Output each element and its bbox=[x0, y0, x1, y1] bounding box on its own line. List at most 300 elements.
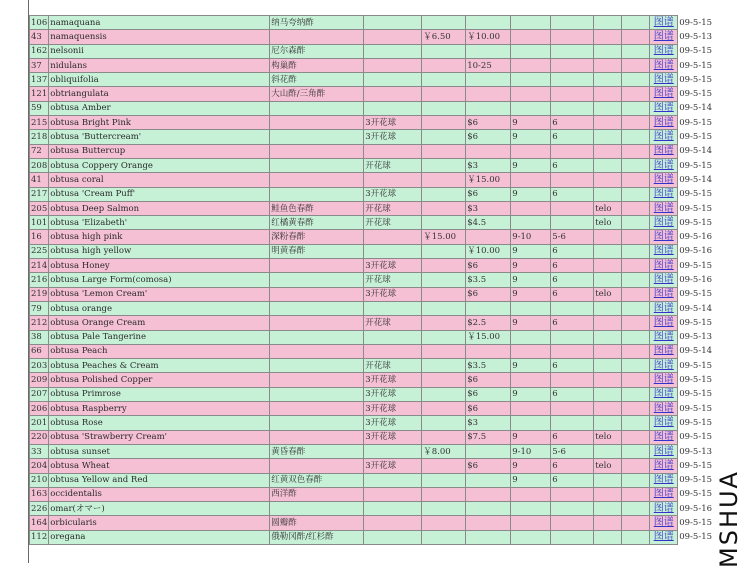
price-1-cell bbox=[422, 459, 466, 473]
size-1-cell bbox=[511, 144, 551, 158]
note-cell bbox=[594, 58, 622, 72]
spectrum-link[interactable]: 图谱 bbox=[653, 402, 674, 414]
latin-name-cell: obtusa coral bbox=[49, 173, 270, 187]
latin-name-cell: obtusa Deep Salmon bbox=[49, 201, 270, 215]
row-number-cell: 207 bbox=[30, 387, 49, 401]
link-cell bbox=[650, 30, 678, 44]
row-number-cell: 79 bbox=[30, 301, 49, 315]
chinese-name-cell bbox=[270, 158, 364, 172]
date-cell: 09-5-15 bbox=[678, 516, 714, 530]
size-1-cell bbox=[511, 402, 551, 416]
price-2-cell: $6 bbox=[466, 373, 511, 387]
link-cell bbox=[650, 158, 678, 172]
bulb-type-cell bbox=[364, 144, 422, 158]
latin-name-cell: nidulans bbox=[49, 58, 270, 72]
chinese-name-cell: 红橘黄春酢 bbox=[270, 216, 364, 230]
link-cell bbox=[650, 87, 678, 101]
bulb-type-cell bbox=[364, 244, 422, 258]
bulb-type-cell: 3开花球 bbox=[364, 287, 422, 301]
chinese-name-cell: 红黄双色春酢 bbox=[270, 473, 364, 487]
chinese-name-cell bbox=[270, 373, 364, 387]
extra-cell bbox=[622, 16, 650, 30]
table-row bbox=[30, 87, 714, 101]
extra-cell bbox=[622, 459, 650, 473]
chinese-name-cell bbox=[270, 459, 364, 473]
price-2-cell bbox=[466, 144, 511, 158]
extra-cell bbox=[622, 173, 650, 187]
row-number-cell: 33 bbox=[30, 444, 49, 458]
chinese-name-cell: 大山酢/三角酢 bbox=[270, 87, 364, 101]
size-1-cell: 9 bbox=[511, 430, 551, 444]
price-2-cell bbox=[466, 16, 511, 30]
table-row bbox=[30, 30, 714, 44]
bulb-type-cell: 开花球 bbox=[364, 158, 422, 172]
extra-cell bbox=[622, 473, 650, 487]
spectrum-link[interactable]: 图谱 bbox=[653, 102, 674, 114]
note-cell: telo bbox=[594, 216, 622, 230]
link-cell bbox=[650, 473, 678, 487]
latin-name-cell: obtusa Yellow and Red bbox=[49, 473, 270, 487]
spectrum-link[interactable]: 图谱 bbox=[653, 445, 674, 457]
price-2-cell bbox=[466, 502, 511, 516]
extra-cell bbox=[622, 44, 650, 58]
price-2-cell bbox=[466, 530, 511, 544]
size-2-cell: 6 bbox=[551, 359, 594, 373]
row-number-cell: 37 bbox=[30, 58, 49, 72]
row-number-cell: 137 bbox=[30, 73, 49, 87]
bulb-type-cell: 开花球 bbox=[364, 216, 422, 230]
size-1-cell bbox=[511, 44, 551, 58]
price-1-cell bbox=[422, 287, 466, 301]
date-cell: 09-5-16 bbox=[678, 230, 714, 244]
link-cell bbox=[650, 444, 678, 458]
chinese-name-cell bbox=[270, 144, 364, 158]
price-2-cell: $6 bbox=[466, 287, 511, 301]
bulb-type-cell bbox=[364, 173, 422, 187]
bulb-type-cell: 开花球 bbox=[364, 316, 422, 330]
chinese-name-cell bbox=[270, 330, 364, 344]
spectrum-link[interactable]: 图谱 bbox=[653, 145, 674, 157]
spectrum-link[interactable]: 图谱 bbox=[653, 416, 674, 428]
size-2-cell: 6 bbox=[551, 316, 594, 330]
table-row bbox=[30, 530, 714, 544]
note-cell bbox=[594, 444, 622, 458]
latin-name-cell: orbicularis bbox=[49, 516, 270, 530]
size-2-cell: 6 bbox=[551, 430, 594, 444]
extra-cell bbox=[622, 487, 650, 501]
date-cell: 09-5-13 bbox=[678, 30, 714, 44]
price-2-cell bbox=[466, 473, 511, 487]
size-2-cell bbox=[551, 402, 594, 416]
latin-name-cell: namaquensis bbox=[49, 30, 270, 44]
link-cell bbox=[650, 58, 678, 72]
note-cell bbox=[594, 158, 622, 172]
row-number-cell: 215 bbox=[30, 116, 49, 130]
price-1-cell bbox=[422, 44, 466, 58]
price-2-cell: $2.5 bbox=[466, 316, 511, 330]
link-cell bbox=[650, 44, 678, 58]
size-1-cell bbox=[511, 344, 551, 358]
spectrum-link[interactable]: 图谱 bbox=[653, 131, 674, 143]
note-cell bbox=[594, 502, 622, 516]
link-cell bbox=[650, 373, 678, 387]
size-1-cell: 9-10 bbox=[511, 444, 551, 458]
bulb-type-cell: 3开花球 bbox=[364, 387, 422, 401]
latin-name-cell: obtusa high yellow bbox=[49, 244, 270, 258]
note-cell bbox=[594, 130, 622, 144]
price-2-cell: $3 bbox=[466, 158, 511, 172]
note-cell bbox=[594, 30, 622, 44]
note-cell bbox=[594, 316, 622, 330]
date-cell: 09-5-15 bbox=[678, 416, 714, 430]
bulb-type-cell bbox=[364, 473, 422, 487]
spectrum-link[interactable]: 图谱 bbox=[653, 245, 674, 257]
watermark-text: MSHUA bbox=[715, 470, 743, 568]
table-row bbox=[30, 459, 714, 473]
note-cell bbox=[594, 16, 622, 30]
link-cell bbox=[650, 330, 678, 344]
note-cell bbox=[594, 173, 622, 187]
chinese-name-cell: 俄勒冈酢/红杉酢 bbox=[270, 530, 364, 544]
row-number-cell: 101 bbox=[30, 216, 49, 230]
extra-cell bbox=[622, 359, 650, 373]
spectrum-link[interactable]: 图谱 bbox=[653, 216, 674, 228]
link-cell bbox=[650, 416, 678, 430]
note-cell bbox=[594, 73, 622, 87]
spectrum-link[interactable]: 图谱 bbox=[653, 173, 674, 185]
extra-cell bbox=[622, 73, 650, 87]
row-number-cell: 210 bbox=[30, 473, 49, 487]
latin-name-cell: obtusa 'Cream Puff' bbox=[49, 187, 270, 201]
link-cell bbox=[650, 301, 678, 315]
note-cell bbox=[594, 387, 622, 401]
size-2-cell bbox=[551, 373, 594, 387]
row-number-cell: 72 bbox=[30, 144, 49, 158]
row-number-cell: 216 bbox=[30, 273, 49, 287]
table-row bbox=[30, 359, 714, 373]
size-1-cell: 9 bbox=[511, 187, 551, 201]
price-1-cell bbox=[422, 158, 466, 172]
note-cell bbox=[594, 344, 622, 358]
size-2-cell: 6 bbox=[551, 387, 594, 401]
latin-name-cell: obtusa 'Elizabeth' bbox=[49, 216, 270, 230]
date-cell: 09-5-15 bbox=[678, 44, 714, 58]
date-cell: 09-5-15 bbox=[678, 116, 714, 130]
price-2-cell: $6 bbox=[466, 187, 511, 201]
spectrum-link[interactable]: 图谱 bbox=[653, 316, 674, 328]
chinese-name-cell bbox=[270, 130, 364, 144]
note-cell bbox=[594, 359, 622, 373]
price-2-cell: $6 bbox=[466, 402, 511, 416]
spectrum-link[interactable]: 图谱 bbox=[653, 88, 674, 100]
price-2-cell: $6 bbox=[466, 116, 511, 130]
price-1-cell bbox=[422, 301, 466, 315]
chinese-name-cell: 明黄春酢 bbox=[270, 244, 364, 258]
extra-cell bbox=[622, 187, 650, 201]
date-cell: 09-5-14 bbox=[678, 344, 714, 358]
spectrum-link[interactable]: 图谱 bbox=[653, 116, 674, 128]
size-2-cell bbox=[551, 87, 594, 101]
chinese-name-cell bbox=[270, 387, 364, 401]
bulb-type-cell bbox=[364, 344, 422, 358]
price-1-cell bbox=[422, 16, 466, 30]
spectrum-link[interactable]: 图谱 bbox=[653, 331, 674, 343]
date-cell: 09-5-15 bbox=[678, 158, 714, 172]
link-cell bbox=[650, 387, 678, 401]
row-number-cell: 41 bbox=[30, 173, 49, 187]
size-1-cell bbox=[511, 30, 551, 44]
spectrum-link[interactable]: 图谱 bbox=[653, 159, 674, 171]
link-cell bbox=[650, 244, 678, 258]
extra-cell bbox=[622, 30, 650, 44]
note-cell bbox=[594, 259, 622, 273]
spectrum-link[interactable]: 图谱 bbox=[653, 459, 674, 471]
spectrum-link[interactable]: 图谱 bbox=[653, 231, 674, 243]
price-2-cell bbox=[466, 516, 511, 530]
table-row bbox=[30, 201, 714, 215]
spectrum-link[interactable]: 图谱 bbox=[653, 30, 674, 42]
extra-cell bbox=[622, 373, 650, 387]
note-cell bbox=[594, 116, 622, 130]
spectrum-link[interactable]: 图谱 bbox=[653, 359, 674, 371]
date-cell: 09-5-15 bbox=[678, 130, 714, 144]
size-1-cell: 9 bbox=[511, 387, 551, 401]
latin-name-cell: obtusa high pink bbox=[49, 230, 270, 244]
latin-name-cell: obtusa Peach bbox=[49, 344, 270, 358]
latin-name-cell: obtusa Orange Cream bbox=[49, 316, 270, 330]
table-row bbox=[30, 173, 714, 187]
note-cell bbox=[594, 402, 622, 416]
spectrum-link[interactable]: 图谱 bbox=[653, 73, 674, 85]
extra-cell bbox=[622, 58, 650, 72]
bulb-type-cell bbox=[364, 516, 422, 530]
link-cell bbox=[650, 187, 678, 201]
extra-cell bbox=[622, 444, 650, 458]
size-2-cell: 6 bbox=[551, 116, 594, 130]
note-cell bbox=[594, 530, 622, 544]
chinese-name-cell bbox=[270, 316, 364, 330]
size-1-cell: 9 bbox=[511, 130, 551, 144]
bulb-type-cell: 3开花球 bbox=[364, 259, 422, 273]
link-cell bbox=[650, 316, 678, 330]
spectrum-link[interactable]: 图谱 bbox=[653, 474, 674, 486]
table-row bbox=[30, 387, 714, 401]
extra-cell bbox=[622, 101, 650, 115]
table-row bbox=[30, 301, 714, 315]
link-cell bbox=[650, 344, 678, 358]
spectrum-link[interactable]: 图谱 bbox=[653, 388, 674, 400]
note-cell: telo bbox=[594, 430, 622, 444]
table-row bbox=[30, 230, 714, 244]
extra-cell bbox=[622, 144, 650, 158]
table-row bbox=[30, 487, 714, 501]
size-2-cell bbox=[551, 344, 594, 358]
table-row bbox=[30, 402, 714, 416]
size-2-cell bbox=[551, 173, 594, 187]
price-1-cell bbox=[422, 201, 466, 215]
extra-cell bbox=[622, 230, 650, 244]
price-1-cell bbox=[422, 73, 466, 87]
row-number-cell: 164 bbox=[30, 516, 49, 530]
latin-name-cell: obtriangulata bbox=[49, 87, 270, 101]
price-1-cell bbox=[422, 58, 466, 72]
date-cell: 09-5-16 bbox=[678, 502, 714, 516]
spectrum-link[interactable]: 图谱 bbox=[653, 259, 674, 271]
chinese-name-cell: 斜花酢 bbox=[270, 73, 364, 87]
price-2-cell: $3 bbox=[466, 416, 511, 430]
size-2-cell bbox=[551, 416, 594, 430]
table-row bbox=[30, 73, 714, 87]
latin-name-cell: obtusa Wheat bbox=[49, 459, 270, 473]
spectrum-link[interactable]: 图谱 bbox=[653, 488, 674, 500]
size-1-cell bbox=[511, 487, 551, 501]
extra-cell bbox=[622, 344, 650, 358]
table-row bbox=[30, 373, 714, 387]
table-row bbox=[30, 101, 714, 115]
bulb-type-cell bbox=[364, 444, 422, 458]
bulb-type-cell bbox=[364, 73, 422, 87]
row-number-cell: 121 bbox=[30, 87, 49, 101]
table-row bbox=[30, 330, 714, 344]
extra-cell bbox=[622, 273, 650, 287]
chinese-name-cell bbox=[270, 430, 364, 444]
spectrum-link[interactable]: 图谱 bbox=[653, 45, 674, 57]
row-number-cell: 214 bbox=[30, 259, 49, 273]
chinese-name-cell: 鲑鱼色春酢 bbox=[270, 201, 364, 215]
price-1-cell bbox=[422, 402, 466, 416]
size-2-cell: 6 bbox=[551, 244, 594, 258]
table-row bbox=[30, 316, 714, 330]
bulb-type-cell bbox=[364, 87, 422, 101]
oxalis-price-table bbox=[29, 15, 714, 545]
link-cell bbox=[650, 502, 678, 516]
spectrum-link[interactable]: 图谱 bbox=[653, 16, 674, 28]
row-number-cell: 205 bbox=[30, 201, 49, 215]
price-1-cell bbox=[422, 259, 466, 273]
table-row bbox=[30, 130, 714, 144]
bulb-type-cell bbox=[364, 330, 422, 344]
date-cell: 09-5-15 bbox=[678, 259, 714, 273]
size-2-cell bbox=[551, 58, 594, 72]
bulb-type-cell: 3开花球 bbox=[364, 416, 422, 430]
latin-name-cell: occidentalis bbox=[49, 487, 270, 501]
extra-cell bbox=[622, 301, 650, 315]
date-cell: 09-5-15 bbox=[678, 487, 714, 501]
row-number-cell: 217 bbox=[30, 187, 49, 201]
spectrum-link[interactable]: 图谱 bbox=[653, 431, 674, 443]
price-2-cell: $6 bbox=[466, 387, 511, 401]
chinese-name-cell: 尼尔森酢 bbox=[270, 44, 364, 58]
price-2-cell: ￥10.00 bbox=[466, 244, 511, 258]
date-cell: 09-5-15 bbox=[678, 216, 714, 230]
price-2-cell bbox=[466, 44, 511, 58]
note-cell bbox=[594, 301, 622, 315]
price-1-cell bbox=[422, 130, 466, 144]
bulb-type-cell bbox=[364, 530, 422, 544]
table-row bbox=[30, 216, 714, 230]
size-1-cell: 9-10 bbox=[511, 230, 551, 244]
bulb-type-cell bbox=[364, 301, 422, 315]
spectrum-link[interactable]: 图谱 bbox=[653, 288, 674, 300]
bulb-type-cell: 3开花球 bbox=[364, 116, 422, 130]
spectrum-link[interactable]: 图谱 bbox=[653, 273, 674, 285]
extra-cell bbox=[622, 130, 650, 144]
price-2-cell: $6 bbox=[466, 459, 511, 473]
table-row bbox=[30, 259, 714, 273]
table-row bbox=[30, 16, 714, 30]
size-2-cell: 6 bbox=[551, 187, 594, 201]
price-2-cell bbox=[466, 230, 511, 244]
link-cell bbox=[650, 430, 678, 444]
row-number-cell: 225 bbox=[30, 244, 49, 258]
size-2-cell: 6 bbox=[551, 287, 594, 301]
row-number-cell: 162 bbox=[30, 44, 49, 58]
bulb-type-cell bbox=[364, 30, 422, 44]
extra-cell bbox=[622, 502, 650, 516]
spectrum-link[interactable]: 图谱 bbox=[653, 188, 674, 200]
chinese-name-cell bbox=[270, 344, 364, 358]
note-cell bbox=[594, 487, 622, 501]
spectrum-link[interactable]: 图谱 bbox=[653, 302, 674, 314]
date-cell: 09-5-15 bbox=[678, 430, 714, 444]
spectrum-link[interactable]: 图谱 bbox=[653, 202, 674, 214]
link-cell bbox=[650, 173, 678, 187]
date-cell: 09-5-14 bbox=[678, 301, 714, 315]
extra-cell bbox=[622, 416, 650, 430]
date-cell: 09-5-13 bbox=[678, 444, 714, 458]
bulb-type-cell: 3开花球 bbox=[364, 402, 422, 416]
latin-name-cell: obtusa Amber bbox=[49, 101, 270, 115]
size-2-cell: 6 bbox=[551, 473, 594, 487]
price-1-cell bbox=[422, 244, 466, 258]
table-row bbox=[30, 502, 714, 516]
note-cell: telo bbox=[594, 459, 622, 473]
extra-cell bbox=[622, 330, 650, 344]
spectrum-link[interactable]: 图谱 bbox=[653, 345, 674, 357]
date-cell: 09-5-15 bbox=[678, 73, 714, 87]
note-cell bbox=[594, 230, 622, 244]
spectrum-link[interactable]: 图谱 bbox=[653, 374, 674, 386]
bulb-type-cell: 3开花球 bbox=[364, 459, 422, 473]
row-number-cell: 209 bbox=[30, 373, 49, 387]
bulb-type-cell: 3开花球 bbox=[364, 187, 422, 201]
row-number-cell: 219 bbox=[30, 287, 49, 301]
spectrum-link[interactable]: 图谱 bbox=[653, 502, 674, 514]
latin-name-cell: obtusa Honey bbox=[49, 259, 270, 273]
extra-cell bbox=[622, 287, 650, 301]
latin-name-cell: obtusa Pale Tangerine bbox=[49, 330, 270, 344]
chinese-name-cell: 黄昏春酢 bbox=[270, 444, 364, 458]
spectrum-link[interactable]: 图谱 bbox=[653, 531, 674, 543]
spectrum-link[interactable]: 图谱 bbox=[653, 517, 674, 529]
date-cell: 09-5-15 bbox=[678, 473, 714, 487]
spectrum-link[interactable]: 图谱 bbox=[653, 59, 674, 71]
link-cell bbox=[650, 116, 678, 130]
latin-name-cell: obtusa sunset bbox=[49, 444, 270, 458]
price-2-cell: ￥15.00 bbox=[466, 173, 511, 187]
row-number-cell: 38 bbox=[30, 330, 49, 344]
chinese-name-cell: 构巢酢 bbox=[270, 58, 364, 72]
price-1-cell: ￥15.00 bbox=[422, 230, 466, 244]
latin-name-cell: obtusa Polished Copper bbox=[49, 373, 270, 387]
date-cell: 09-5-16 bbox=[678, 244, 714, 258]
size-1-cell: 9 bbox=[511, 316, 551, 330]
price-2-cell: $3.5 bbox=[466, 273, 511, 287]
price-1-cell bbox=[422, 530, 466, 544]
date-cell: 09-5-15 bbox=[678, 402, 714, 416]
price-1-cell bbox=[422, 387, 466, 401]
link-cell bbox=[650, 530, 678, 544]
